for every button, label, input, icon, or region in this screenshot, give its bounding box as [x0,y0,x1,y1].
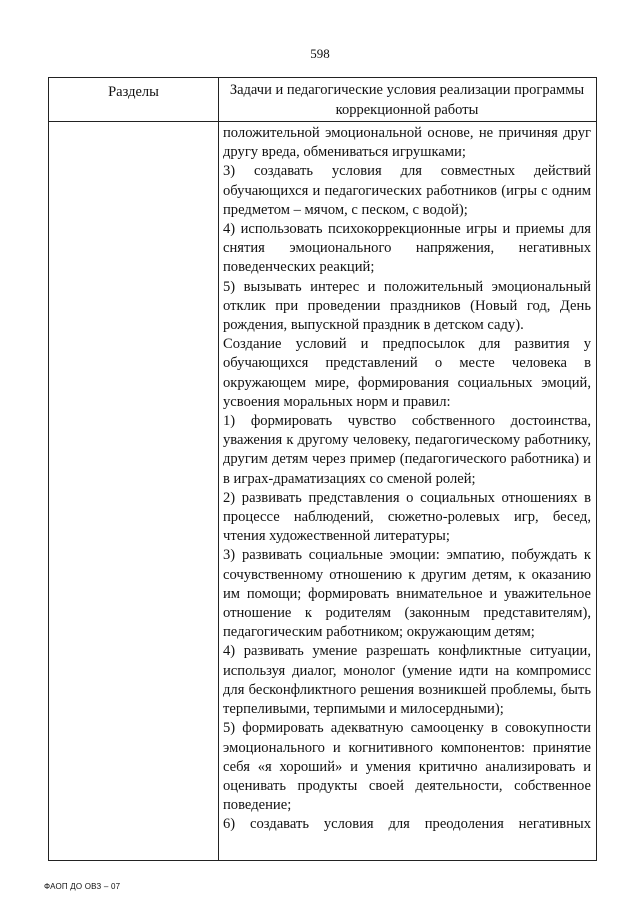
content-table [48,77,597,861]
paragraph: 4) использовать психокоррекционные игры и приемы для снятия эмоционального напряжения, негативных поведенческих реакций; [223,221,591,276]
paragraph: положительной эмоциональной основе, не причиняя друг другу вреда, обмениваться игрушками; [223,125,591,161]
paragraph: 3) создавать условия для совместных действий обучающихся и педагогических работников (игры с одним предметом – мячом, с песком, с водой); [223,163,591,218]
column-divider [218,78,219,860]
paragraph: 5) формировать адекватную самооценку в совокупности эмоционального и когнитивного компонентов: принятие себя «я хороший» и умения критично анализировать и оценивать продукты своей деятельности, собственное поведение; [223,720,591,814]
paragraph: Создание условий и предпосылок для развития у обучающихся представлений о месте человека в окружающем мире, формирования социальных эмоций, усвоения моральных норм и правил: [223,336,591,410]
tasks-cell [223,124,591,835]
footer-doc-code: ФАОП ДО ОВЗ – 07 [44,882,121,891]
paragraph: 3) развивать социальные эмоции: эмпатию, побуждать к сочувственному отношению к другим детям, к оказанию им помощи; формировать внимательное и уважительное отношение к родителям (законным представителям), педагогическим работником; окружающим детям; [223,547,591,641]
table-header-row [49,78,596,122]
paragraph: 1) формировать чувство собственного достоинства, уважения к другому человеку, педагогическому работнику, другим детям через пример (педагогического работника) и в играх-драматизациях со сменой ролей; [223,413,591,487]
paragraph: 2) развивать представления о социальных отношениях в процессе наблюдений, сюжетно-ролевых игр, бесед, чтения художественной литературы; [223,489,591,545]
column-header-tasks: Задачи и педагогические условия реализации программы коррекционной работы [229,82,585,118]
column-header-sections: Разделы [108,84,159,100]
paragraph: 5) вызывать интерес и положительный эмоциональный отклик при проведении праздников (Новый год, День рождения, выпускной праздник в детском саду). [223,278,591,334]
paragraph: 4) развивать умение разрешать конфликтные ситуации, используя диалог, монолог (умение идти на компромисс для бесконфликтного решения возникшей проблемы, быть терпеливыми, терпимыми и милосердными); [223,643,591,718]
paragraph: 6) создавать условия для преодоления негативных [223,816,591,833]
page-number: 598 [310,46,330,61]
